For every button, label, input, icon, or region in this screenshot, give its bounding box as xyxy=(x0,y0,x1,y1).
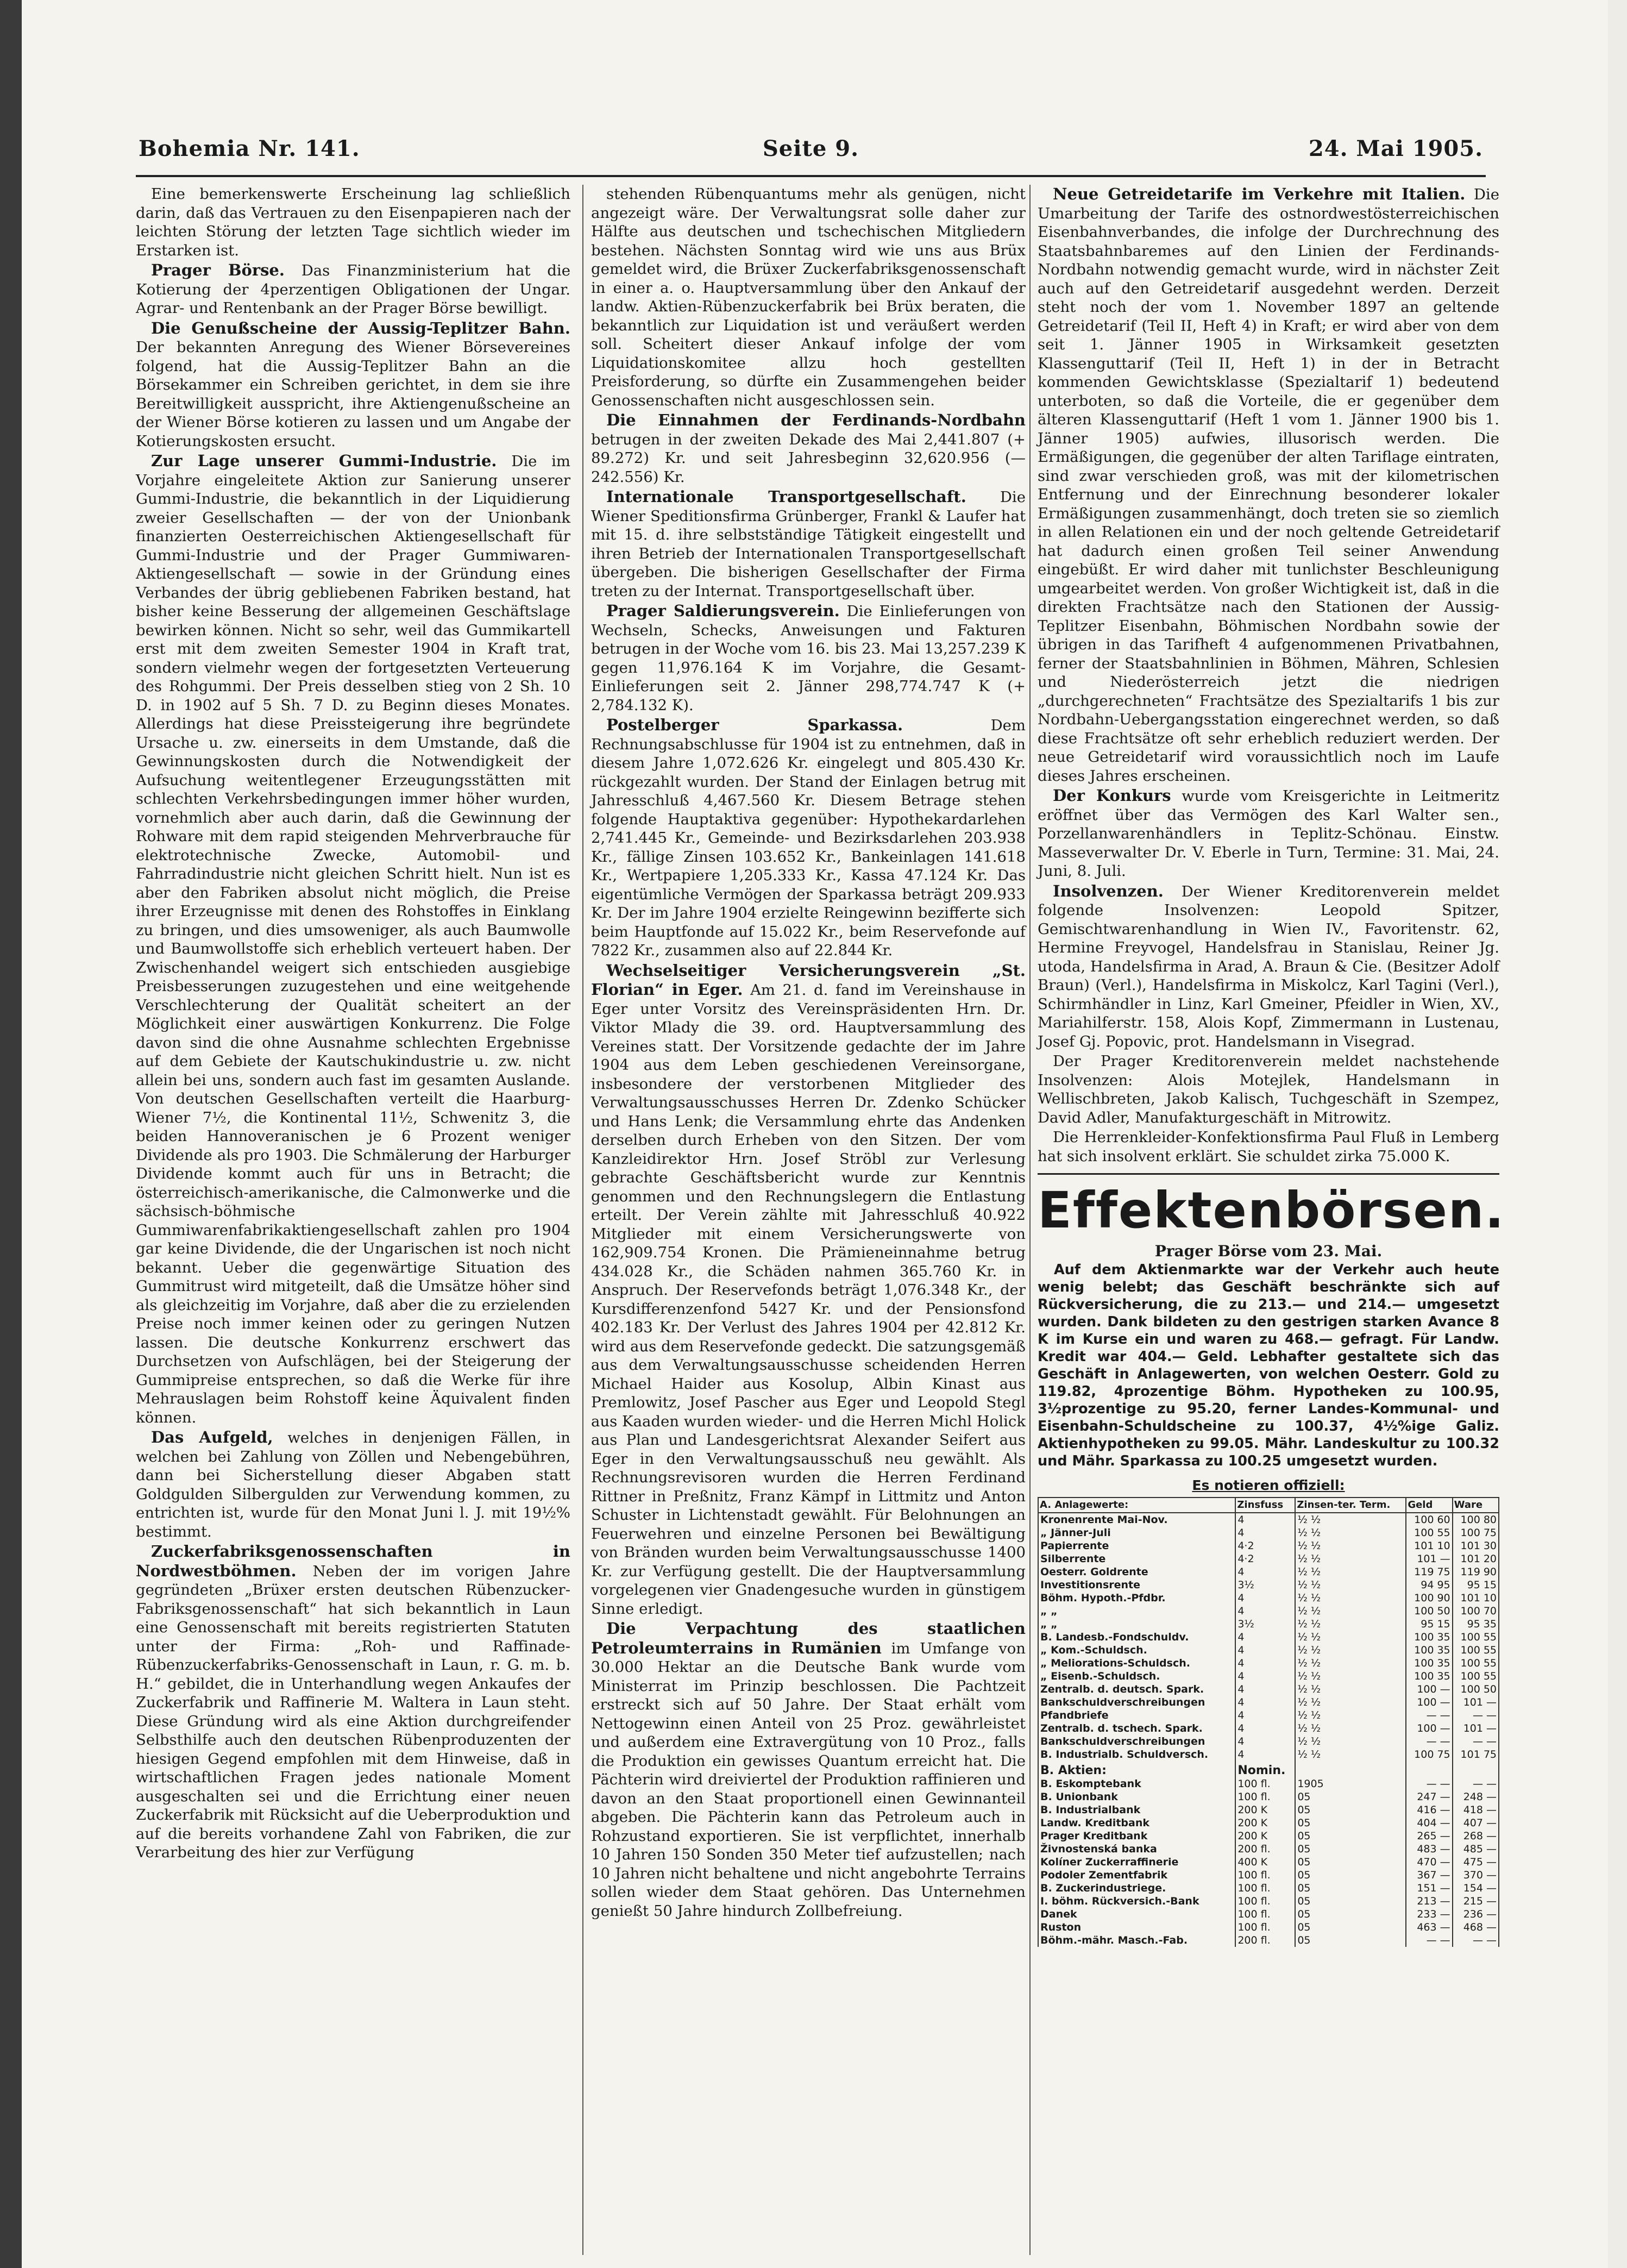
article-paragraph xyxy=(1038,882,1499,1051)
blank-cell xyxy=(1453,1761,1499,1777)
header-rule xyxy=(136,175,1486,177)
term: ½ ½ xyxy=(1295,1526,1406,1539)
security-name: „ „ xyxy=(1038,1605,1235,1618)
security-name: Bankschuldverschreibungen xyxy=(1038,1696,1235,1709)
page-number: Seite 9. xyxy=(762,136,859,161)
article-headline: Prager Saldierungsverein. xyxy=(606,602,840,620)
article-paragraph xyxy=(591,961,1026,1619)
article-paragraph xyxy=(591,411,1026,486)
bid-price: 100 35 xyxy=(1406,1631,1452,1644)
blank-cell xyxy=(1295,1761,1406,1777)
table-row xyxy=(1038,1790,1499,1803)
article-paragraph xyxy=(591,487,1026,600)
article-body: Eine bemerkenswerte Erscheinung lag schließlich darin, daß das Vertrauen zu den Eisenpapieren nach der leichten Störung der letzten Tage sichtlich wieder im Erstarken ist. xyxy=(136,185,570,259)
term: ½ ½ xyxy=(1295,1683,1406,1696)
bid-price: — — xyxy=(1406,1735,1452,1748)
term: ½ ½ xyxy=(1295,1513,1406,1526)
effekten-subtitle: Prager Börse vom 23. Mai. xyxy=(1154,1242,1383,1260)
table-row xyxy=(1038,1631,1499,1644)
term: 05 xyxy=(1295,1830,1406,1843)
ask-price: 468 — xyxy=(1453,1921,1499,1934)
column-divider xyxy=(1029,185,1031,2255)
term: 1905 xyxy=(1295,1777,1406,1790)
bid-price: 233 — xyxy=(1406,1908,1452,1921)
article-body: Dem Rechnungsabschlusse für 1904 ist zu entnehmen, daß in diesem Jahre 1,072.626 Kr. eingelegt und 805.430 Kr. rückgezahlt wurden. Der Stand der Einlagen betrug mit Jahresschluß 4,467.560 Kr. Diesem Betrage stehen folgende Hauptaktiva gegenüber: Hypothekardarlehen 2,741.445 Kr., Gemeinde- und Bezirksdarlehen 203.938 Kr., fällige Zinsen 103.652 Kr., Bankeinlagen 141.618 Kr., Wertpapiere 1,205.333 Kr., Kassa 47.124 Kr. Das eigentümliche Vermögen der Sparkassa beträgt 209.933 Kr. Der im Jahre 1904 erzielte Reingewinn bezifferte sich beim Hauptfonde auf 15.022 Kr., beim Reservefonde auf 7822 Kr., zusammen also auf 22.844 Kr. xyxy=(591,717,1026,959)
term: 05 xyxy=(1295,1895,1406,1908)
table-row xyxy=(1038,1539,1499,1552)
interest-rate: 4 xyxy=(1235,1748,1295,1761)
interest-rate: 4·2 xyxy=(1235,1552,1295,1565)
ask-price: 101 30 xyxy=(1453,1539,1499,1552)
table-row xyxy=(1038,1513,1499,1526)
quotes-anlagewerte xyxy=(1038,1513,1499,1761)
section-rule xyxy=(1038,1173,1499,1175)
security-name: „ Meliorations-Schuldsch. xyxy=(1038,1657,1235,1670)
bid-price: 100 60 xyxy=(1406,1513,1452,1526)
table-row xyxy=(1038,1748,1499,1761)
article-headline: Insolvenzen. xyxy=(1053,881,1164,900)
term: ½ ½ xyxy=(1295,1657,1406,1670)
table-row xyxy=(1038,1869,1499,1882)
article-paragraph xyxy=(591,1619,1026,1920)
security-name: Podoler Zementfabrik xyxy=(1038,1869,1235,1882)
term: ½ ½ xyxy=(1295,1605,1406,1618)
interest-rate: 3½ xyxy=(1235,1578,1295,1592)
interest-rate: 100 fl. xyxy=(1235,1895,1295,1908)
article-body: im Umfange von 30.000 Hektar an die Deutsche Bank wurde vom Ministerrat im Prinzip beschlossen. Die Pachtzeit erstreckt sich auf 50 Jahre. Der Staat erhält vom Nettogewinn einen Anteil von 25 Proz. gewährleistet und außerdem eine Extravergütung von 10 Proz., falls die Produktion ein gewisses Quantum erreicht hat. Die Pächterin wird dreiviertel der Produktion raffinieren und davon an den Staat proportionell einen Gewinnanteil abgeben. Die Pächterin kann das Petroleum auch in Rohzustand exportieren. Sie ist verpflichtet, innerhalb 10 Jahren 150 Sonden 350 Meter tief aufzustellen; nach 10 Jahren nicht behaltene und nicht angebohrte Terrains sollen wieder dem Staat gehören. Das Unternehmen genießt 50 Jahre hindurch Zollbefreiung. xyxy=(591,1639,1026,1920)
table-row xyxy=(1038,1644,1499,1657)
bid-price: 100 — xyxy=(1406,1683,1452,1696)
blank-cell xyxy=(1406,1761,1452,1777)
term: 05 xyxy=(1295,1816,1406,1830)
article-paragraph xyxy=(1038,786,1499,881)
bid-price: 265 — xyxy=(1406,1830,1452,1843)
table-row xyxy=(1038,1722,1499,1735)
interest-rate: 200 K xyxy=(1235,1830,1295,1843)
security-name: „ Jänner-Juli xyxy=(1038,1526,1235,1539)
table-row xyxy=(1038,1882,1499,1895)
term: ½ ½ xyxy=(1295,1565,1406,1578)
term: ½ ½ xyxy=(1295,1539,1406,1552)
article-paragraph xyxy=(136,185,570,260)
article-body: stehenden Rübenquantums mehr als genügen, nicht angezeigt wäre. Der Verwaltungsrat solle daher zur Hälfte aus deutschen und tschechischen Mitgliedern bestehen. Nächsten Sonntag wird wie uns aus Brüx gemeldet wird, die Brüxer Zuckerfabriksgenossenschaft in einer a. o. Hauptversammlung über den Ankauf der landw. Aktien-Rübenzuckerfabrik bei Brüx beraten, die bekanntlich zur Liquidation ist und veräußert werden soll. Scheitert dieser Ankauf infolge der vom Liquidationskomitee allzu hoch gestellten Preisforderung, so dürfte ein Zusammengehen beider Genossenschaften nicht ausgeschlossen sein. xyxy=(591,185,1026,409)
interest-rate: 200 K xyxy=(1235,1803,1295,1816)
article-body: Die Herrenkleider-Konfektionsfirma Paul Fluß in Lemberg hat sich insolvent erklärt. Sie schuldet zirka 75.000 K. xyxy=(1038,1129,1499,1165)
ask-price: 119 90 xyxy=(1453,1565,1499,1578)
article-headline: Neue Getreidetarife im Verkehre mit Italien. xyxy=(1053,185,1466,203)
bid-price: — — xyxy=(1406,1934,1452,1947)
ask-price: 248 — xyxy=(1453,1790,1499,1803)
security-name: B. Industrialb. Schuldversch. xyxy=(1038,1748,1235,1761)
section-b-label: B. Aktien: xyxy=(1038,1761,1235,1777)
security-name: Kronenrente Mai-Nov. xyxy=(1038,1513,1235,1526)
term: 05 xyxy=(1295,1803,1406,1816)
table-row xyxy=(1038,1735,1499,1748)
article-headline: Wechselseitiger Versicherungsverein „St. Florian“ in Eger. xyxy=(591,961,1026,999)
term: ½ ½ xyxy=(1295,1709,1406,1722)
ask-price: 100 55 xyxy=(1453,1644,1499,1657)
security-name: „ „ xyxy=(1038,1618,1235,1631)
term: ½ ½ xyxy=(1295,1644,1406,1657)
interest-rate: 4 xyxy=(1235,1592,1295,1605)
term: ½ ½ xyxy=(1295,1592,1406,1605)
ask-price: — — xyxy=(1453,1735,1499,1748)
interest-rate: 200 fl. xyxy=(1235,1843,1295,1856)
table-row xyxy=(1038,1605,1499,1618)
ask-price: 154 — xyxy=(1453,1882,1499,1895)
column-3-articles xyxy=(1038,185,1499,1166)
bid-price: 100 35 xyxy=(1406,1670,1452,1683)
article-paragraph xyxy=(136,1542,570,1862)
interest-rate: 4 xyxy=(1235,1605,1295,1618)
ask-price: 100 75 xyxy=(1453,1526,1499,1539)
article-headline: Zur Lage unserer Gummi-Industrie. xyxy=(151,452,497,470)
security-name: Prager Kreditbank xyxy=(1038,1830,1235,1843)
table-row xyxy=(1038,1777,1499,1790)
security-name: Investitionsrente xyxy=(1038,1578,1235,1592)
interest-rate: 4 xyxy=(1235,1683,1295,1696)
article-body: betrugen in der zweiten Dekade des Mai 2,441.807 (+ 89.272) Kr. und seit Jahresbeginn 32,620.956 (— 242.556) Kr. xyxy=(591,430,1026,486)
interest-rate: 4 xyxy=(1235,1644,1295,1657)
ask-price: 100 55 xyxy=(1453,1670,1499,1683)
bid-price: 100 75 xyxy=(1406,1748,1452,1761)
security-name: Oesterr. Goldrente xyxy=(1038,1565,1235,1578)
interest-rate: 4 xyxy=(1235,1631,1295,1644)
issue-date: 24. Mai 1905. xyxy=(1308,136,1483,161)
interest-rate: 200 fl. xyxy=(1235,1934,1295,1947)
ask-price: 215 — xyxy=(1453,1895,1499,1908)
term: 05 xyxy=(1295,1921,1406,1934)
column-3 xyxy=(1038,185,1505,1947)
article-headline: Internationale Transportgesellschaft. xyxy=(606,487,966,506)
article-headline: Prager Börse. xyxy=(151,261,285,279)
article-body: Am 21. d. fand im Vereinshause in Eger unter Vorsitz des Vereinspräsidenten Hrn. Dr. Viktor Mlady die 39. ord. Hauptversammlung des Vereines statt. Der Vorsitzende gedachte der im Jahre 1904 aus dem Leben geschiedenen Vereinsorgane, insbesondere der verstorbenen Mitglieder des Verwaltungsausschusses Herren Dr. Zdenko Schücker und Hans Lenk; die Versammlung ehrte das Andenken derselben durch Erheben von den Sitzen. Der vom Kanzleidirektor Hrn. Josef Ströbl zur Verlesung gebrachte Geschäftsbericht wurde zur Kenntnis genommen und den Rechnungslegern die Entlastung erteilt. Der Verein zählte mit Jahresschluß 40.922 Mitglieder mit einem Versicherungswerte von 162,909.754 Kronen. Die Prämieneinnahme betrug 434.028 Kr., die Schäden nahmen 365.760 Kr. in Anspruch. Der Reservefonds beträgt 1,076.348 Kr., der Kursdifferenzenfond 5427 Kr. und der Pensionsfond 402.183 Kr. Der Verlust des Jahres 1904 per 42.812 Kr. wird aus dem Reservefonde gedeckt. Die satzungsgemäß aus dem Verwaltungsausschusse scheidenden Herren Michael Haider aus Kosolup, Albin Kinast aus Premlowitz, Josef Pascher aus Eger und Leopold Stegl aus Kaaden wurden wieder- und die Herren Michl Holick aus Plan und Landesgerichtsrat Alexander Seifert aus Eger in den Verwaltungsausschuß neu gewählt. Als Rechnungsrevisoren wurden die Herren Ferdinand Rittner in Preßnitz, Franz Kämpf in Littmitz und Anton Schuster in Lichtenstadt gewählt. Für Belohnungen an Feuerwehren und einzelne Personen bei Bewältigung von Bränden wurden beim Verwaltungsausschusse 1400 Kr. zur Verfügung gestellt. Die der Hauptversammlung vorgelegenen vier Gnadengesuche wurden in günstigem Sinne erledigt. xyxy=(591,981,1026,1618)
table-row xyxy=(1038,1856,1499,1869)
article-body: Das Finanzministerium hat die Kotierung der 4perzentigen Obligationen der Ungar. Agrar- und Rentenbank an der Prager Börse bewilligt. xyxy=(136,262,570,317)
article-paragraph xyxy=(1038,185,1499,785)
article-body: Die Wiener Speditionsfirma Grünberger, Frankl & Laufer hat mit 15. d. ihre selbstständige Tätigkeit eingestellt und ihren Betrieb der Internationalen Transportgesellschaft übergeben. Die bisherigen Gesellschafter der Firma treten zu der Internat. Transportgesellschaft über. xyxy=(591,488,1026,600)
interest-rate: 200 K xyxy=(1235,1816,1295,1830)
ask-price: 475 — xyxy=(1453,1856,1499,1869)
bid-price: 151 — xyxy=(1406,1882,1452,1895)
interest-rate: 4 xyxy=(1235,1696,1295,1709)
bid-price: 100 35 xyxy=(1406,1644,1452,1657)
bid-price: 94 95 xyxy=(1406,1578,1452,1592)
table-row xyxy=(1038,1670,1499,1683)
bid-price: 463 — xyxy=(1406,1921,1452,1934)
term: ½ ½ xyxy=(1295,1735,1406,1748)
interest-rate: 4 xyxy=(1235,1722,1295,1735)
col-header-ware: Ware xyxy=(1453,1498,1499,1513)
offiziell-caption: Es notieren offiziell: xyxy=(1192,1477,1345,1493)
ask-price: 407 — xyxy=(1453,1816,1499,1830)
bid-price: 119 75 xyxy=(1406,1565,1452,1578)
term: ½ ½ xyxy=(1295,1696,1406,1709)
security-name: B. Zuckerindustriege. xyxy=(1038,1882,1235,1895)
table-row xyxy=(1038,1934,1499,1947)
interest-rate: 4 xyxy=(1235,1670,1295,1683)
table-row xyxy=(1038,1895,1499,1908)
security-name: B. Eskomptebank xyxy=(1038,1777,1235,1790)
term: ½ ½ xyxy=(1295,1722,1406,1735)
interest-rate: 4 xyxy=(1235,1735,1295,1748)
bid-price: 367 — xyxy=(1406,1869,1452,1882)
term: ½ ½ xyxy=(1295,1631,1406,1644)
ask-price: 101 20 xyxy=(1453,1552,1499,1565)
bid-price: 100 50 xyxy=(1406,1605,1452,1618)
security-name: Papierrente xyxy=(1038,1539,1235,1552)
ask-price: 95 35 xyxy=(1453,1618,1499,1631)
article-body: Die Einlieferungen von Wechseln, Schecks, Anweisungen und Fakturen betrugen in der Woche vom 16. bis 23. Mai 13,257.239 K gegen 11,976.164 K im Vorjahre, die Gesamt-Einlieferungen seit 2. Jänner 298,774.747 K (+ 2,784.132 K). xyxy=(591,603,1026,714)
market-report xyxy=(1038,1261,1499,1470)
bid-price: 470 — xyxy=(1406,1856,1452,1869)
term: 05 xyxy=(1295,1869,1406,1882)
article-paragraph xyxy=(136,452,570,1427)
article-headline: Der Konkurs xyxy=(1053,786,1171,805)
ask-price: 236 — xyxy=(1453,1908,1499,1921)
ask-price: 418 — xyxy=(1453,1803,1499,1816)
ask-price: 100 80 xyxy=(1453,1513,1499,1526)
article-headline: Zuckerfabriksgenossenschaften in Nordwestböhmen. xyxy=(136,1542,570,1580)
ask-price: 100 55 xyxy=(1453,1657,1499,1670)
market-report-text: Auf dem Aktienmarkte war der Verkehr auch heute wenig belebt; das Geschäft beschränkte sich auf Rückversicherung, die zu 213.— und 214.— umgesetzt wurden. Dank bildeten zu den gestrigen starken Avance 8 K im Kurse ein und waren zu 468.— gefragt. Für Landw. Kredit war 404.— Geld. Lebhafter gestaltete sich das Geschäft in Anlagewerten, von welchen Oesterr. Gold zu 119.82, 4prozentige Böhm. Hypotheken zu 100.95, 3½prozentige zu 95.20, ferner Landes-Kommunal- und Eisenbahn-Schuldscheine zu 100.37, 4½%ige Galiz. Aktienhypotheken zu 99.05. Mähr. Landeskultur zu 100.32 und Mähr. Sparkassa zu 100.25 umgesetzt wurden. xyxy=(1038,1261,1499,1469)
article-body: wurde vom Kreisgerichte in Leitmeritz eröffnet über das Vermögen des Karl Walter sen., Porzellanwarenhändlers in Teplitz-Schönau. Einstw. Masseverwalter Dr. V. Eberle in Turn, Termine: 31. Mai, 24. Juni, 8. Juli. xyxy=(1038,787,1499,880)
col-header-zinsfuss: Zinsfuss xyxy=(1235,1498,1295,1513)
table-row xyxy=(1038,1908,1499,1921)
interest-rate: 100 fl. xyxy=(1235,1921,1295,1934)
bid-price: 100 55 xyxy=(1406,1526,1452,1539)
article-headline: Postelberger Sparkassa. xyxy=(606,716,903,734)
ask-price: 485 — xyxy=(1453,1843,1499,1856)
interest-rate: 4 xyxy=(1235,1565,1295,1578)
interest-rate: 3½ xyxy=(1235,1618,1295,1631)
quotes-table xyxy=(1038,1497,1499,1947)
article-paragraph xyxy=(591,716,1026,960)
quotes-aktien xyxy=(1038,1777,1499,1947)
article-headline: Die Verpachtung des staatlichen Petroleumterrains in Rumänien xyxy=(591,1619,1026,1657)
article-headline: Die Einnahmen der Ferdinands-Nordbahn xyxy=(606,411,1026,429)
col-header-name: A. Anlagewerte: xyxy=(1038,1498,1235,1513)
table-row xyxy=(1038,1921,1499,1934)
bid-price: 404 — xyxy=(1406,1816,1452,1830)
bid-price: 213 — xyxy=(1406,1895,1452,1908)
bid-price: 483 — xyxy=(1406,1843,1452,1856)
security-name: „ Kom.-Schuldsch. xyxy=(1038,1644,1235,1657)
security-name: Danek xyxy=(1038,1908,1235,1921)
interest-rate: 100 fl. xyxy=(1235,1869,1295,1882)
table-row xyxy=(1038,1683,1499,1696)
term: 05 xyxy=(1295,1843,1406,1856)
table-row xyxy=(1038,1565,1499,1578)
article-body: Der Wiener Kreditorenverein meldet folgende Insolvenzen: Leopold Spitzer, Gemischtwarenhandlung in Wien IV., Favoritenstr. 62, Hermine Freyvogel, Handelsfrau in Stanislau, Reiner Jg. utoda, Handelsfirma in Arad, A. Braun & Cie. (Besitzer Adolf Braun) (Verl.), Handelsfirma in Miskolcz, Karl Tagini (Verl.), Schirmhändler in Linz, Karl Gmeiner, Pfeidler in Wien, XV., Mariahilferstr. 158, Alois Kopf, Zimmermann in Lustenau, Josef Gj. Popovic, prot. Handelsmann in Visegrad. xyxy=(1038,882,1499,1050)
security-name: B. Industrialbank xyxy=(1038,1803,1235,1816)
security-name: Zentralb. d. deutsch. Spark. xyxy=(1038,1683,1235,1696)
article-paragraph xyxy=(136,319,570,451)
bid-price: 101 10 xyxy=(1406,1539,1452,1552)
masthead-issue: Bohemia Nr. 141. xyxy=(139,136,360,161)
term: ½ ½ xyxy=(1295,1670,1406,1683)
ask-price: 95 15 xyxy=(1453,1578,1499,1592)
ask-price: 101 75 xyxy=(1453,1748,1499,1761)
bid-price: 416 — xyxy=(1406,1803,1452,1816)
quotes-header-row xyxy=(1038,1498,1499,1513)
term: ½ ½ xyxy=(1295,1552,1406,1565)
page-header xyxy=(139,136,1483,168)
section-b-nomin: Nomin. xyxy=(1235,1761,1295,1777)
bid-price: 101 — xyxy=(1406,1552,1452,1565)
interest-rate: 100 fl. xyxy=(1235,1882,1295,1895)
security-name: B. Unionbank xyxy=(1038,1790,1235,1803)
security-name: Pfandbriefe xyxy=(1038,1709,1235,1722)
ask-price: 101 — xyxy=(1453,1696,1499,1709)
security-name: „ Eisenb.-Schuldsch. xyxy=(1038,1670,1235,1683)
interest-rate: 100 fl. xyxy=(1235,1908,1295,1921)
bid-price: 100 — xyxy=(1406,1722,1452,1735)
security-name: Silberrente xyxy=(1038,1552,1235,1565)
interest-rate: 4 xyxy=(1235,1709,1295,1722)
security-name: Landw. Kreditbank xyxy=(1038,1816,1235,1830)
interest-rate: 4 xyxy=(1235,1526,1295,1539)
bid-price: — — xyxy=(1406,1709,1452,1722)
ask-price: 100 70 xyxy=(1453,1605,1499,1618)
page-edge-shadow xyxy=(0,0,22,2268)
term: 05 xyxy=(1295,1790,1406,1803)
table-row xyxy=(1038,1709,1499,1722)
term: ½ ½ xyxy=(1295,1748,1406,1761)
term: 05 xyxy=(1295,1934,1406,1947)
ask-price: 100 55 xyxy=(1453,1631,1499,1644)
article-paragraph xyxy=(591,185,1026,410)
column-1 xyxy=(136,185,570,1863)
interest-rate: 100 fl. xyxy=(1235,1790,1295,1803)
col-header-geld: Geld xyxy=(1406,1498,1452,1513)
article-body: welches in denjenigen Fällen, in welchen bei Zahlung von Zöllen und Nebengebühren, dann bei Sicherstellung dieser Abgaben statt Goldgulden Silbergulden zur Verwendung kommen, zu entrichten ist, wurde für den Monat Juni l. J. mit 19½% bestimmt. xyxy=(136,1429,570,1540)
column-divider xyxy=(582,185,583,2255)
security-name: B. Landesb.-Fondschuldv. xyxy=(1038,1631,1235,1644)
table-row xyxy=(1038,1696,1499,1709)
interest-rate: 4 xyxy=(1235,1513,1295,1526)
article-body: Neben der im vorigen Jahre gegründeten „Brüxer ersten deutschen Rübenzucker-Fabriksgenossenschaft“ hat sich bekanntlich in Laun eine Genossenschaft mit bereits registrierten Statuten unter der Firma: „Roh- und Raffinade-Rübenzuckerfabriks-Genossenschaft in Laun, r. G. m. b. H.“ gebildet, die in Unterhandlung wegen Ankaufes der Zuckerfabrik und Raffinerie M. Waltera in Laun steht. Diese Gründung wird als eine Aktion durchgreifender Selbsthilfe auch den deutschen Rübenproduzenten der hiesigen Gegend empfohlen mit dem Hinweise, daß in wirtschaftlichen Fragen jedes nationale Moment ausgeschalten sei und die Errichtung einer neuen Zuckerfabrik mit Rücksicht auf die Ueberproduktion und auf die bereits vorhandene Zahl von Fabriken, die zur Verarbeitung des hier zur Verfügung xyxy=(136,1562,570,1861)
interest-rate: 400 K xyxy=(1235,1856,1295,1869)
table-row xyxy=(1038,1816,1499,1830)
security-name: Bankschuldverschreibungen xyxy=(1038,1735,1235,1748)
bid-price: — — xyxy=(1406,1777,1452,1790)
interest-rate: 4 xyxy=(1235,1657,1295,1670)
ask-price: — — xyxy=(1453,1777,1499,1790)
table-row xyxy=(1038,1578,1499,1592)
security-name: Živnostenská banka xyxy=(1038,1843,1235,1856)
table-row xyxy=(1038,1830,1499,1843)
security-name: I. böhm. Rückversich.-Bank xyxy=(1038,1895,1235,1908)
ask-price: 101 — xyxy=(1453,1722,1499,1735)
table-row xyxy=(1038,1526,1499,1539)
ask-price: — — xyxy=(1453,1709,1499,1722)
bid-price: 100 90 xyxy=(1406,1592,1452,1605)
table-row xyxy=(1038,1592,1499,1605)
bid-price: 100 — xyxy=(1406,1696,1452,1709)
article-body: Der bekannten Anregung des Wiener Börsevereines folgend, hat die Aussig-Teplitzer Bahn an die Börsekammer ein Schreiben gerichtet, in dem sie ihre Bereitwilligkeit ausspricht, ihre Aktiengenußscheine an der Wiener Börse kotieren zu lassen und um Angabe der Kotierungskosten ersucht. xyxy=(136,339,570,450)
bid-price: 95 15 xyxy=(1406,1618,1452,1631)
term: ½ ½ xyxy=(1295,1618,1406,1631)
article-headline: Die Genußscheine der Aussig-Teplitzer Bahn. xyxy=(151,318,570,337)
security-name: Böhm.-mähr. Masch.-Fab. xyxy=(1038,1934,1235,1947)
table-row xyxy=(1038,1843,1499,1856)
security-name: Kolíner Zuckerraffinerie xyxy=(1038,1856,1235,1869)
article-paragraph xyxy=(1038,1128,1499,1166)
term: ½ ½ xyxy=(1295,1578,1406,1592)
term: 05 xyxy=(1295,1908,1406,1921)
bid-price: 247 — xyxy=(1406,1790,1452,1803)
article-body: Der Prager Kreditorenverein meldet nachstehende Insolvenzen: Alois Motejlek, Handelsmann in Wellischbreten, Jakob Kalisch, Tuchgeschäft in Szempez, David Adler, Manufakturgeschäft in Mitrowitz. xyxy=(1038,1052,1499,1126)
ask-price: — — xyxy=(1453,1934,1499,1947)
table-row xyxy=(1038,1803,1499,1816)
article-paragraph xyxy=(591,602,1026,715)
article-headline: Das Aufgeld, xyxy=(151,1428,273,1446)
table-row xyxy=(1038,1618,1499,1631)
section-row xyxy=(1038,1761,1499,1777)
table-row xyxy=(1038,1657,1499,1670)
article-paragraph xyxy=(136,1428,570,1541)
article-body: Die im Vorjahre eingeleitete Aktion zur Sanierung unserer Gummi-Industrie, die bekanntlich in der Liquidierung zweier Gesellschaften — der von der Unionbank finanzierten Oesterreichischen Aktiengesellschaft für Gummi-Industrie und der Prager Gummiwaren-Aktiengesellschaft — sowie in der Gründung eines Verbandes der übrig gebliebenen Fabriken bestand, hat bisher keine Besserung der allgemeinen Geschäftslage bewirken können. Nicht so sehr, weil das Gummikartell erst mit dem zweiten Semester 1904 in Kraft trat, sondern vielmehr wegen der fortgesetzten Verteuerung des Rohgummi. Der Preis desselben stieg von 2 Sh. 10 D. in 1902 auf 5 Sh. 7 D. zu Beginn dieses Monates. Allerdings hat diese Preissteigerung ihre begründete Ursache u. zw. einerseits in dem Umstande, daß die Gewinnungskosten durch die Notwendigkeit der Aufsuchung weitentlegener Erzeugungsstätten mit schlechten Verkehrsbedingungen immer höher wurden, vornehmlich aber auch darin, daß die Gewinnung der Rohware mit dem rapid steigenden Mehrverbrauche für elektrotechnische Zwecke, Automobil- und Fahrradindustrie nicht gleichen Schritt hielt. Nun ist es aber den Fabriken absolut nicht möglich, die Preise ihrer Erzeugnisse mit denen des Rohstoffes in Einklang zu bringen, und dies umsoweniger, als auch Baumwolle und Baumwollstoffe sich erheblich verteuert haben. Der Zwischenhandel weigert sich entschieden ausgiebige Preisbesserungen zuzugestehen und eine weitgehende Verschlechterung der Qualität scheitert an der Möglichkeit einer auswärtigen Konkurrenz. Die Folge davon sind die ohne Ausnahme schlechten Ergebnisse auf dem Gebiete der Kautschukindustrie u. zw. nicht allein bei uns, sondern auch fast im gesamten Auslande. Von deutschen Gesellschaften verteilt die Haarburg-Wiener 7½, die Kontinental 11½, Schwenitz 3, die beiden Hannoveranischen je 6 Prozent weniger Dividende als pro 1903. Die Schmälerung der Harburger Dividende kommt auch für uns in Betracht; die österreichisch-amerikanische, die Calmonwerke und die sächsisch-böhmische Gummiwarenfabrikaktiengesellschaft zahlen pro 1904 gar keine Dividende, die der Ungarischen ist noch nicht bekannt. Ueber die gegenwärtige Situation des Gummitrust wird mitgeteilt, daß die Umsätze höher sind als gleichzeitig im Vorjahre, daß aber die zu erzielenden Preise noch immer keinen oder zu geringen Nutzen lassen. Die deutsche Konkurrenz erschwert das Durchsetzen von Aufschlägen, bei der Steigerung der Gummipreise entsprechen, so daß die Werke für ihre Mehrauslagen beim Rohstoff keine Äquivalent finden können. xyxy=(136,453,571,1426)
effekten-title: Effektenbörsen. xyxy=(1038,1181,1505,1239)
col-header-termin: Zinsen-ter. Term. xyxy=(1295,1498,1406,1513)
security-name: Böhm. Hypoth.-Pfdbr. xyxy=(1038,1592,1235,1605)
security-name: Zentralb. d. tschech. Spark. xyxy=(1038,1722,1235,1735)
ask-price: 100 50 xyxy=(1453,1683,1499,1696)
column-2 xyxy=(591,185,1026,1921)
term: 05 xyxy=(1295,1882,1406,1895)
quotes-aktien-heading xyxy=(1038,1761,1499,1777)
article-paragraph xyxy=(1038,1052,1499,1127)
term: 05 xyxy=(1295,1856,1406,1869)
interest-rate: 4·2 xyxy=(1235,1539,1295,1552)
article-paragraph xyxy=(136,261,570,318)
ask-price: 370 — xyxy=(1453,1869,1499,1882)
security-name: Ruston xyxy=(1038,1921,1235,1934)
table-row xyxy=(1038,1552,1499,1565)
ask-price: 101 10 xyxy=(1453,1592,1499,1605)
article-body: Die Umarbeitung der Tarife des ostnordwestösterreichischen Eisenbahnverbandes, die infolge der Durchrechnung des Staatsbahnbaremes auf den Linien der Ferdinands-Nordbahn notwendig gemacht wurde, wird in nächster Zeit auch auf den Getreidetarif ausgedehnt werden. Derzeit steht noch der vom 1. November 1897 an geltende Getreidetarif (Teil II, Heft 4) in Kraft; er wird aber von dem seit 1. Jänner 1905 in Wirksamkeit gesetzten Klassenguttarif (Teil II, Heft 1) in der in Betracht kommenden Gewichtsklasse (Spezialtarif 1) bedeutend unterboten, so daß die Vorteile, die er gegenüber dem älteren Klassenguttarif (Heft 1 vom 1. Jänner 1900 bis 1. Jänner 1905) aufwies, illusorisch werden. Die Ermäßigungen, die gegenüber der alten Tariflage eintraten, sind zwar verschieden groß, was mit der kilometrischen Entfernung und der Einrechnung besonderer lokaler Ermäßigungen zusammenhängt, doch treten sie so ziemlich in allen Relationen ein und der noch geltende Getreidetarif hat dadurch einen großen Teil seiner Anwendung eingebüßt. Er wird daher mit tunlichster Beschleunigung umgearbeitet werden. Von großer Wichtigkeit ist, daß in die direkten Frachtsätze nach den Stationen der Aussig-Teplitzer Eisenbahn, Böhmischen Nordbahn sowie der übrigen in das Tarifheft 4 aufgenommenen Privatbahnen, ferner der Staatsbahnlinien in Böhmen, Mähren, Schlesien und Niederösterreich jetzt die niedrigen „durchgerechneten“ Frachtsätze des Spezialtarifs 1 bis zur Nordbahn-Uebergangsstation eingerechnet werden, so daß diese Frachtsätze oft sehr erheblich reduziert werden. Der neue Getreidetarif wird voraussichtlich noch im Laufe dieses Jahres erscheinen. xyxy=(1038,186,1499,785)
ask-price: 268 — xyxy=(1453,1830,1499,1843)
bid-price: 100 35 xyxy=(1406,1657,1452,1670)
interest-rate: 100 fl. xyxy=(1235,1777,1295,1790)
